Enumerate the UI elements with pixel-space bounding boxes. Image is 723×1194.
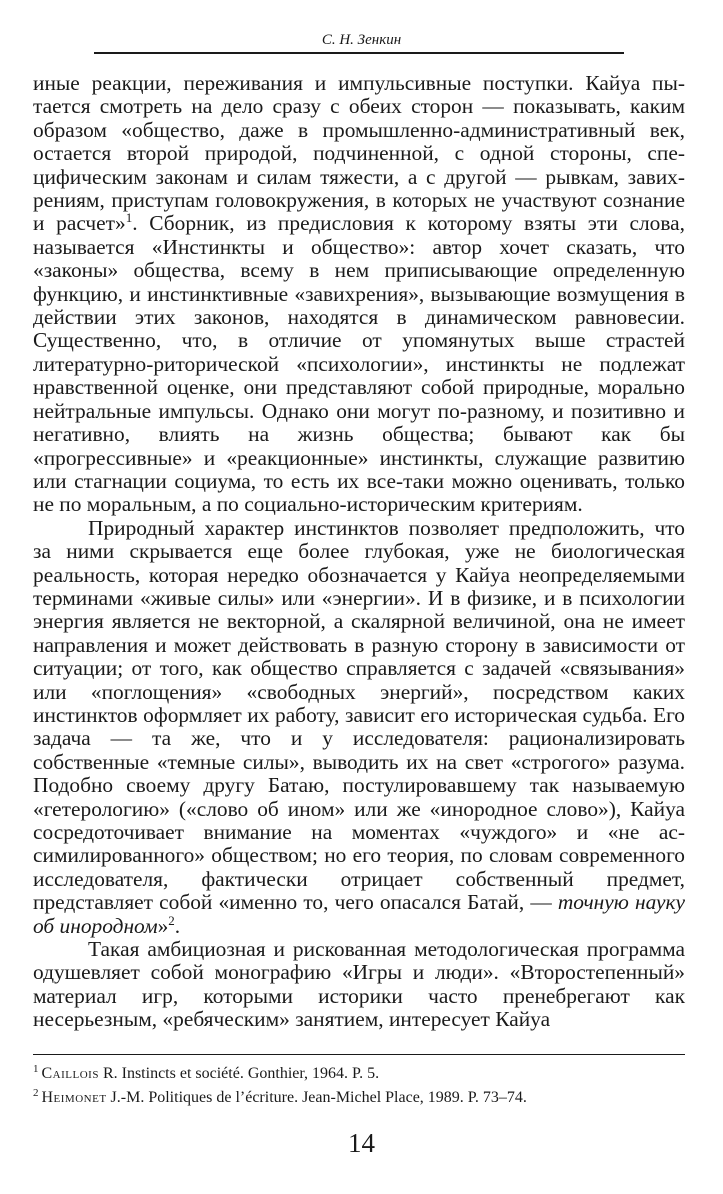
header-rule [94, 52, 624, 54]
paragraph-2-quote-close: » [157, 913, 169, 938]
footnote-rule [33, 1054, 685, 1055]
running-head: С. Н. Зенкин [321, 32, 402, 48]
paragraph-2-end: . [174, 913, 181, 938]
paragraph-1-text-continued: . Сборник, из предисловия к которому взяты эти слова, называется «Инстинкты и общество»: автор хочет сказать, что «законы» общества, всему в нем приписывающие определенную функцию, и инстинктивные «завихрения», вызывающие возмущения в действии этих законов, находятся в динамическом равновесии. Существенно, что, в отличие от упомянутых выше страстей литературно-риторической «психологии», инстинкты не подлежат нравственной оценке, они представляют собой природные, морально нейтральные импульсы. Однако они могут по-разному, и позитивно и негативно, влиять на жизнь общества; бывают как бы «прогрессивные» и «реакционные» инстинкты, служащие развитию или стагнации социума, то есть их все-таки можно оценивать, только не по моральным, а по социально-историческим критериям. [33, 211, 685, 517]
paragraph-3 [33, 938, 685, 1032]
footnote-1-text: R. Instincts et société. Gonthier, 1964. P. 5. [98, 1065, 380, 1082]
paragraph-2 [33, 517, 685, 938]
footnote-1 [33, 1062, 693, 1086]
footnote-2 [33, 1086, 693, 1110]
footnote-1-mark: 1 [33, 1062, 39, 1075]
body-text [33, 72, 685, 1032]
paragraph-1 [33, 72, 685, 517]
footnote-ref-2: 2 [168, 912, 175, 928]
footnote-2-mark: 2 [33, 1086, 39, 1099]
paragraph-2-text: Природный характер инстинктов позволяет предположить, что за ними скрывается еще более глубокая, уже не биологическая реальность, которая нередко обозначается у Кайуа неопределяемыми терминами «живые силы» или «энергии». И в физике, и в психологии энергия является не векторной, а скалярной величиной, она не имеет направления и может действовать в разную сторону в зависимости от ситуации; от того, как общество справляется с задачей «связывания» или «поглощения» «свободных энергий», посредством каких инстинктов оформляет их работу, зависит его историческая судьба. Его задача — та же, что и у исследователя: рационализировать собственные «темные силы», выводить их на свет «строгого» разума. Подобно своему другу Батаю, постулировавшему так называемую «гетерологию» («слово об ином» или же «инородное слово»), Кайуа сосредоточивает внимание на моментах «чуждого» и «не ассимилированного» обществом; но его теория, по словам современного исследователя, фактически отрицает собственный предмет, представляет собой «именно то, чего опасался Батай, — [33, 515, 685, 915]
footnote-2-text: J.-M. Politiques de l’écriture. Jean-Michel Place, 1989. P. 73–74. [106, 1089, 527, 1106]
footnote-2-author: Heimonet [41, 1089, 107, 1106]
footnote-ref-1: 1 [125, 210, 133, 226]
page-number: 14 [348, 1128, 375, 1158]
paragraph-3-text: Такая амбициозная и рискованная методологическая программа одушевляет собой монографию «Игры и люди». «Второстепенный» материал игр, которыми историки часто пренебрегают как несерьезным, «ребяческим» занятием, интересует Кайуа [33, 937, 685, 1032]
footnotes [33, 1062, 693, 1110]
footnote-1-author: Caillois [41, 1065, 99, 1082]
paragraph-1-text: иные реакции, переживания и импульсивные поступки. Кайуа пытается смотреть на дело сразу с обеих сторон — показывать, каким образом «общество, даже в промышленно-административный век, остается второй природой, подчиненной, с одной стороны, специфическим законам и силам тяжести, а с другой — рывкам, завихрениям, приступам головокружения, в которых не участвуют сознание и расчет» [33, 71, 685, 236]
paragraph-2-italic: точную науку об инородном [33, 890, 685, 938]
